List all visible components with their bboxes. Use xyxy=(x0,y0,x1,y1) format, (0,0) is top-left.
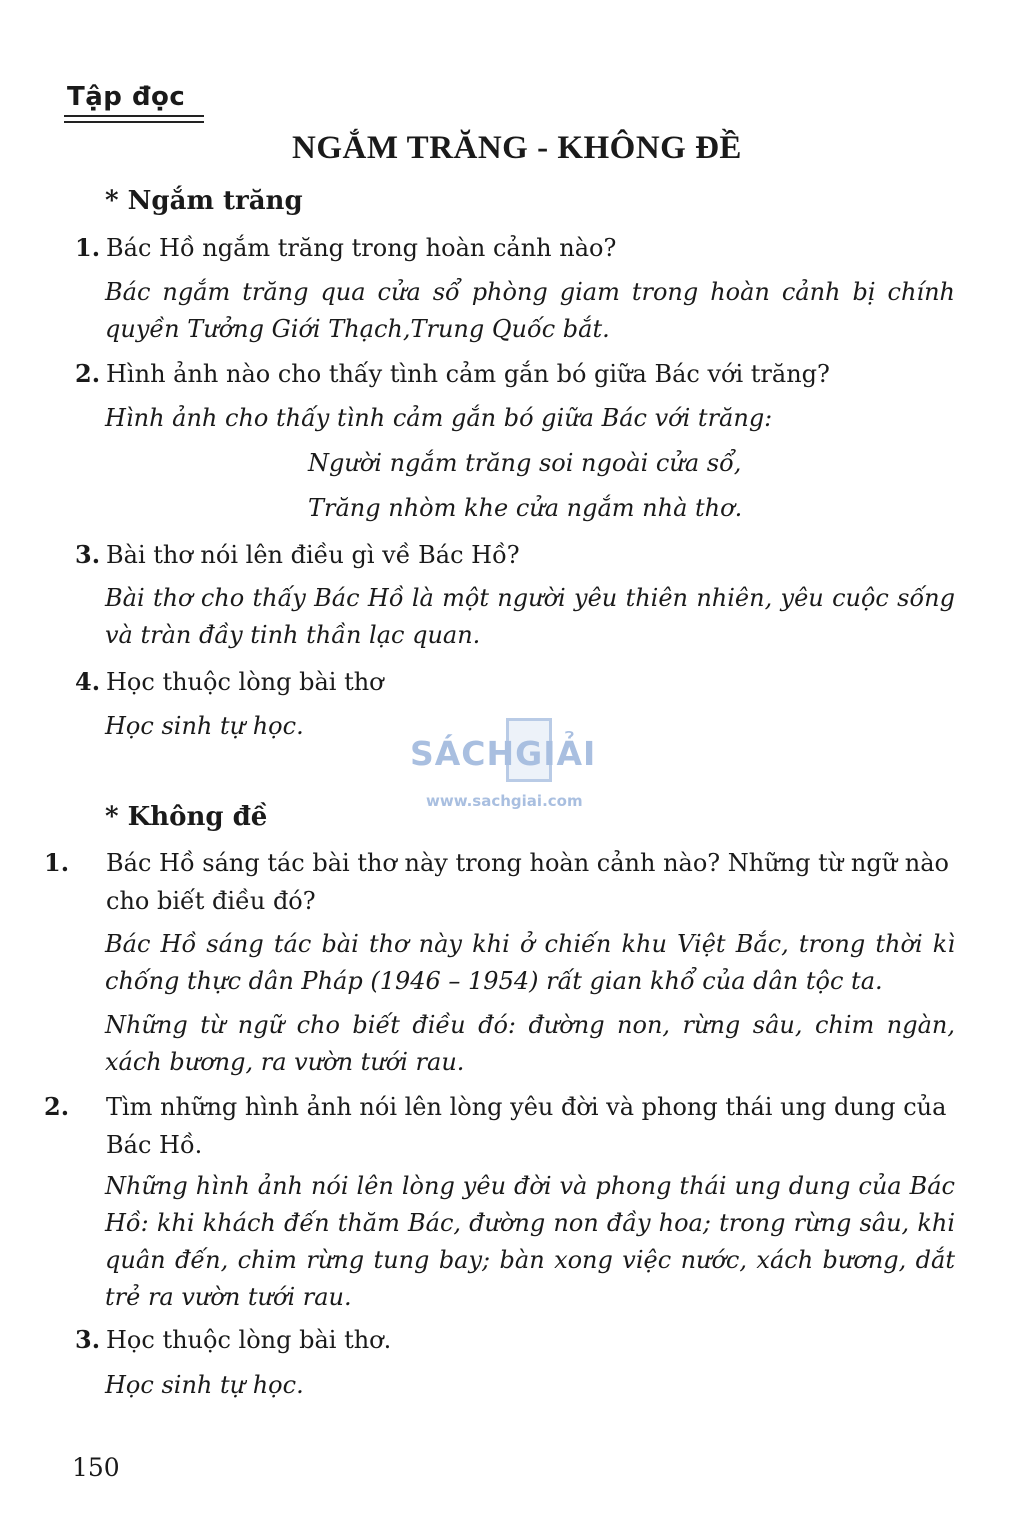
part2-question-3 xyxy=(75,1321,955,1359)
verse-line-1: Người ngắm trăng soi ngoài cửa sổ, xyxy=(308,449,742,477)
question-text: Bác Hồ ngắm trăng trong hoàn cảnh nào? xyxy=(106,234,617,262)
lesson-title: NGẮM TRĂNG - KHÔNG ĐỀ xyxy=(292,130,742,166)
part2-answer-1: Bác Hồ sáng tác bài thơ này khi ở chiến khu Việt Bắc, trong thời kì chống thực dân Pháp (1946 – 1954) rất gian khổ của dân tộc ta. xyxy=(105,930,955,995)
part2-question-2 xyxy=(44,1088,955,1164)
section-label: Tập đọc xyxy=(67,82,186,112)
part1-answer-3: Bài thơ cho thấy Bác Hồ là một người yêu thiên nhiên, yêu cuộc sống và tràn đầy tinh thần lạc quan. xyxy=(105,584,955,649)
part2-answer-3: Học sinh tự học. xyxy=(105,1371,304,1399)
part1-answer-1: Bác ngắm trăng qua cửa sổ phòng giam trong hoàn cảnh bị chính quyền Tưởng Giới Thạch,Trung Quốc bắt. xyxy=(105,278,955,343)
part1-answer-4: Học sinh tự học. xyxy=(105,712,304,740)
part1-question-3 xyxy=(75,536,955,574)
part2-question-1 xyxy=(44,844,955,920)
watermark-brand: SÁCHGIẢI xyxy=(410,734,597,773)
part2-answer-1b: Những từ ngữ cho biết điều đó: đường non, rừng sâu, chim ngàn, xách bương, ra vườn tưới rau. xyxy=(105,1011,955,1076)
part2-heading: * Không đề xyxy=(105,802,268,832)
question-number: 3. xyxy=(75,540,101,569)
watermark xyxy=(410,718,620,818)
question-text: Bác Hồ sáng tác bài thơ này trong hoàn cảnh nào? Những từ ngữ nào cho biết điều đó? xyxy=(106,849,949,915)
part1-question-1 xyxy=(75,229,955,267)
question-number: 1. xyxy=(75,233,101,262)
verse-line-2: Trăng nhòm khe cửa ngắm nhà thơ. xyxy=(308,494,743,522)
question-number: 2. xyxy=(44,1092,70,1121)
watermark-url: www.sachgiai.com xyxy=(426,792,583,810)
question-text: Học thuộc lòng bài thơ xyxy=(106,668,384,696)
question-number: 1. xyxy=(44,848,70,877)
part1-question-2 xyxy=(75,355,955,393)
question-number: 4. xyxy=(75,667,101,696)
page-number: 150 xyxy=(72,1453,120,1482)
part1-question-4 xyxy=(75,663,955,701)
section-label-underline-2 xyxy=(64,121,204,123)
part1-heading: * Ngắm trăng xyxy=(105,186,303,216)
question-text: Tìm những hình ảnh nói lên lòng yêu đời và phong thái ung dung của Bác Hồ. xyxy=(106,1093,947,1159)
question-number: 3. xyxy=(75,1325,101,1354)
question-text: Bài thơ nói lên điều gì về Bác Hồ? xyxy=(106,541,520,569)
question-text: Hình ảnh nào cho thấy tình cảm gắn bó giữa Bác với trăng? xyxy=(106,360,830,388)
question-number: 2. xyxy=(75,359,101,388)
section-label-underline xyxy=(64,115,204,117)
part1-answer-2: Hình ảnh cho thấy tình cảm gắn bó giữa Bác với trăng: xyxy=(105,404,773,432)
part2-answer-2: Những hình ảnh nói lên lòng yêu đời và phong thái ung dung của Bác Hồ: khi khách đến thăm Bác, đường non đầy hoa; trong rừng sâu, khi quân đến, chim rừng tung bay; bàn xong việc nước, xách bương, dắt trẻ ra vườn tưới rau. xyxy=(105,1172,955,1311)
question-text: Học thuộc lòng bài thơ. xyxy=(106,1326,392,1354)
